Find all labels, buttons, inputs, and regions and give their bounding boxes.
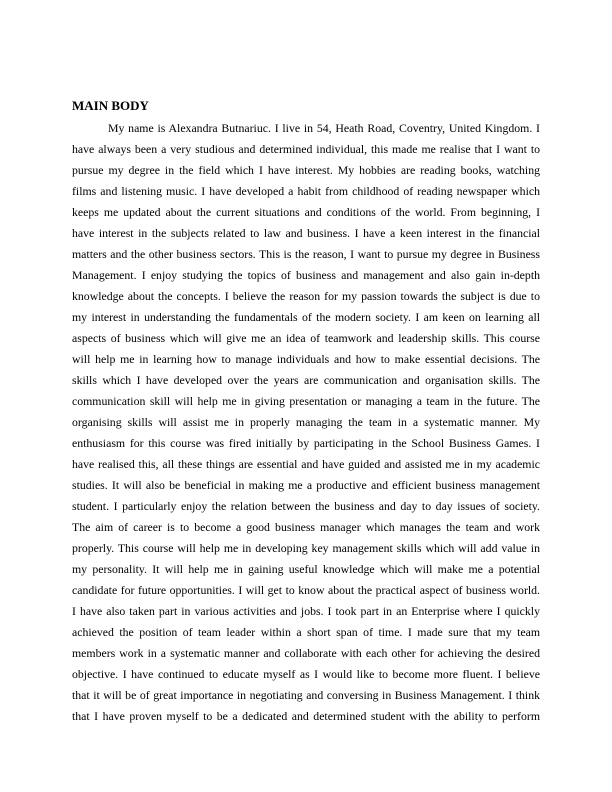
paragraph-line: films and listening music. I have developed a habit from childhood of reading newspaper which (72, 184, 540, 198)
paragraph-line: my personality. It will help me in gaining useful knowledge which will make me a potential (72, 562, 540, 576)
paragraph-line: my interest in understanding the fundamentals of the modern society. I am keen on learning all (72, 310, 540, 324)
paragraph-line: organising skills will assist me in properly managing the team in a systematic manner. My (72, 415, 540, 429)
paragraph-line: objective. I have continued to educate myself as I would like to become more fluent. I believe (72, 667, 540, 681)
paragraph-line: pursue my degree in the field which I have interest. My hobbies are reading books, watching (72, 163, 540, 177)
paragraph-line: have always been a very studious and determined individual, this made me realise that I want to (72, 142, 540, 156)
paragraph-line: enthusiasm for this course was fired initially by participating in the School Business Games. I (72, 436, 540, 450)
paragraph-line: candidate for future opportunities. I will get to know about the practical aspect of business world. (72, 583, 540, 597)
paragraph-line: skills which I have developed over the years are communication and organisation skills. The (72, 373, 540, 387)
paragraph-line: aspects of business which will give me an idea of teamwork and leadership skills. This course (72, 331, 540, 345)
paragraph-line: will help me in learning how to manage individuals and how to make essential decisions. The (72, 352, 540, 366)
body-paragraph (72, 118, 540, 727)
paragraph-line: communication skill will help me in giving presentation or managing a team in the future. The (72, 394, 540, 408)
paragraph-line: that I have proven myself to be a dedicated and determined student with the ability to perform (72, 709, 540, 723)
paragraph-line: knowledge about the concepts. I believe the reason for my passion towards the subject is due to (72, 289, 540, 303)
paragraph-line: keeps me updated about the current situations and conditions of the world. From beginning, I (72, 205, 540, 219)
paragraph-line: have realised this, all these things are essential and have guided and assisted me in my academic (72, 457, 540, 471)
paragraph-line: achieved the position of team leader within a short span of time. I made sure that my team (72, 625, 540, 639)
paragraph-line: My name is Alexandra Butnariuc. I live in 54, Heath Road, Coventry, United Kingdom. I (108, 121, 540, 135)
paragraph-line: studies. It will also be beneficial in making me a productive and efficient business management (72, 478, 540, 492)
paragraph-line: matters and the other business sectors. This is the reason, I want to pursue my degree in Business (72, 247, 540, 261)
paragraph-line: Management. I enjoy studying the topics of business and management and also gain in-depth (72, 268, 540, 282)
paragraph-line: student. I particularly enjoy the relation between the business and day to day issues of society. (72, 499, 540, 513)
paragraph-line: that it will be of great importance in negotiating and conversing in Business Management. I think (72, 688, 540, 702)
paragraph-line: properly. This course will help me in developing key management skills which will add value in (72, 541, 540, 555)
paragraph-line: have interest in the subjects related to law and business. I have a keen interest in the financial (72, 226, 540, 240)
section-heading: MAIN BODY (72, 98, 149, 113)
paragraph-line: members work in a systematic manner and collaborate with each other for achieving the desired (72, 646, 540, 660)
paragraph-line: The aim of career is to become a good business manager which manages the team and work (72, 520, 540, 534)
paragraph-line: I have also taken part in various activities and jobs. I took part in an Enterprise where I quickly (72, 604, 540, 618)
